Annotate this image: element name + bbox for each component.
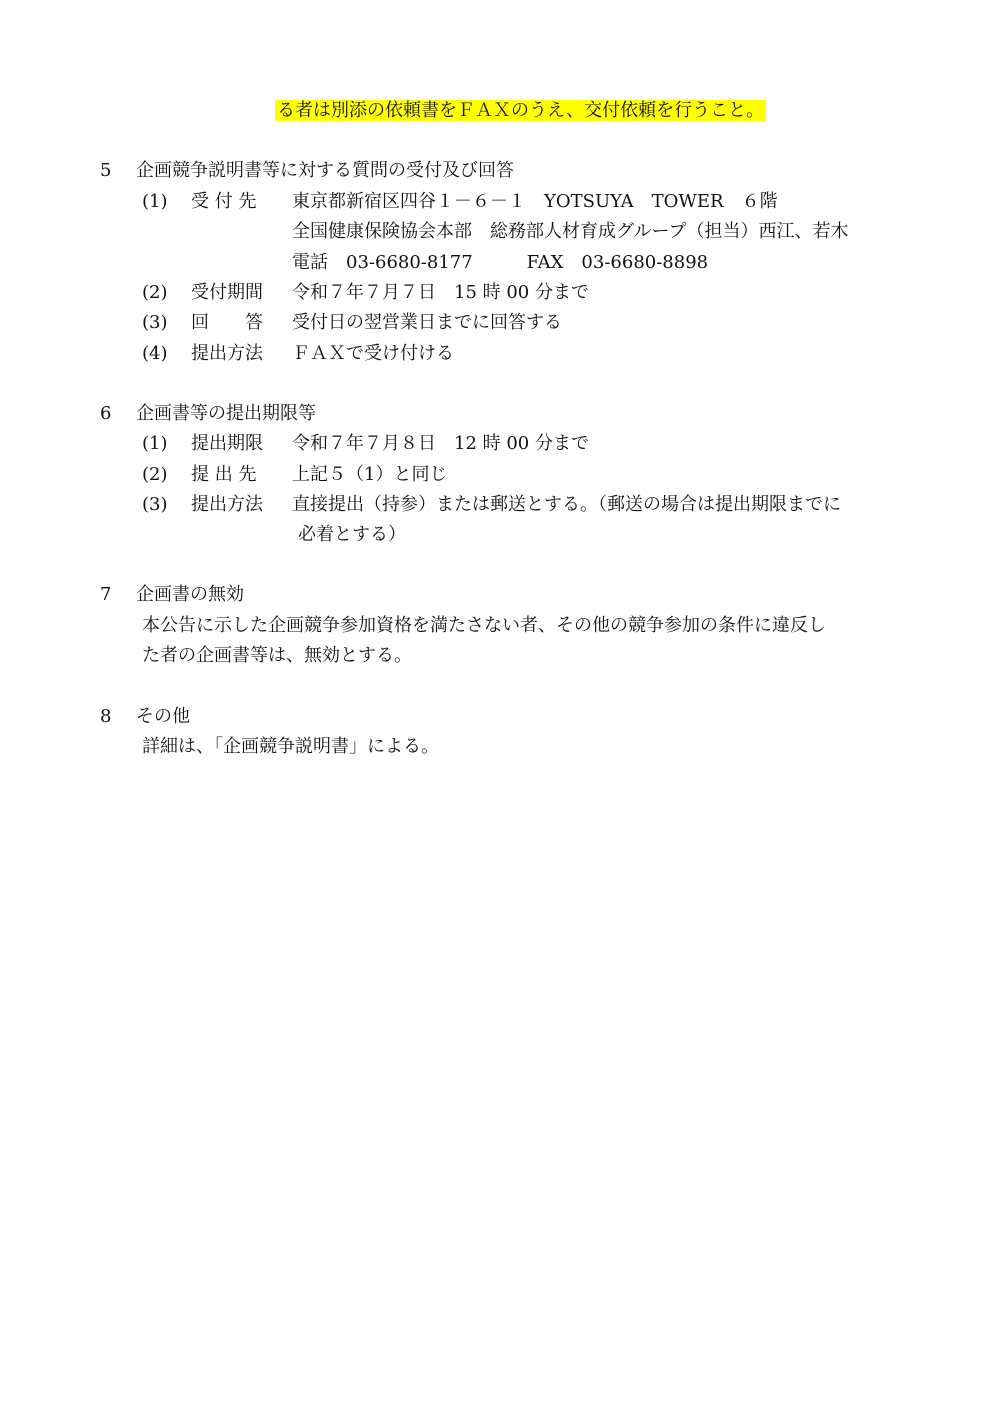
section-8-body-line1: 詳細は、「企画競争説明書」による。 [142, 736, 439, 757]
s6-item1-number: (1) [142, 433, 168, 454]
section-7-title: 企画書の無効 [136, 584, 244, 605]
s5-item1-organization: 全国健康保険協会本部 総務部人材育成グループ（担当）西江、若木 [292, 221, 849, 242]
s6-item2-text: 上記５（1）と同じ [292, 464, 448, 485]
s5-item1-address: 東京都新宿区四谷１－６－１ YOTSUYA TOWER ６階 [292, 191, 778, 212]
s6-item1-text: 令和７年７月８日 12 時 00 分まで [292, 433, 589, 454]
s6-item2-number: (2) [142, 464, 168, 485]
s6-item1-label: 提出期限 [191, 433, 263, 454]
section-6-title: 企画書等の提出期限等 [136, 403, 316, 424]
s5-item3-label: 回 答 [191, 312, 263, 333]
s6-item3-number: (3) [142, 494, 168, 515]
section-8-title: その他 [136, 706, 190, 727]
section-5-number: 5 [100, 160, 112, 181]
s5-item4-text: ＦＡＸで受け付ける [292, 343, 454, 364]
s5-item1-contact: 電話 03-6680-8177 FAX 03-6680-8898 [292, 252, 709, 273]
section-7-body-line1: 本公告に示した企画競争参加資格を満たさない者、その他の競争参加の条件に違反し [142, 615, 826, 636]
section-5-title: 企画競争説明書等に対する質問の受付及び回答 [136, 160, 514, 181]
s6-item3-text-line1: 直接提出（持参）または郵送とする。（郵送の場合は提出期限までに [292, 494, 841, 515]
s5-item4-number: (4) [142, 343, 168, 364]
s5-item2-label: 受付期間 [191, 282, 263, 303]
s5-item2-text: 令和７年７月７日 15 時 00 分まで [292, 282, 589, 303]
section-7-body-line2: た者の企画書等は、無効とする。 [142, 645, 412, 666]
s6-item2-label: 提 出 先 [191, 464, 257, 485]
s5-item1-label: 受 付 先 [191, 191, 257, 212]
section-6-number: 6 [100, 403, 112, 424]
s5-item2-number: (2) [142, 282, 168, 303]
section-8-number: 8 [100, 706, 112, 727]
s5-item4-label: 提出方法 [191, 343, 263, 364]
highlighted-continuation-line [275, 96, 766, 126]
s5-item1-number: (1) [142, 191, 168, 212]
s5-item3-text: 受付日の翌営業日までに回答する [292, 312, 562, 333]
s5-item3-number: (3) [142, 312, 168, 333]
section-7-number: 7 [100, 584, 112, 605]
s6-item3-label: 提出方法 [191, 494, 263, 515]
s6-item3-text-line2: 必着とする） [298, 524, 406, 545]
highlighted-text: る者は別添の依頼書をＦＡＸのうえ、交付依頼を行うこと。 [277, 100, 765, 121]
